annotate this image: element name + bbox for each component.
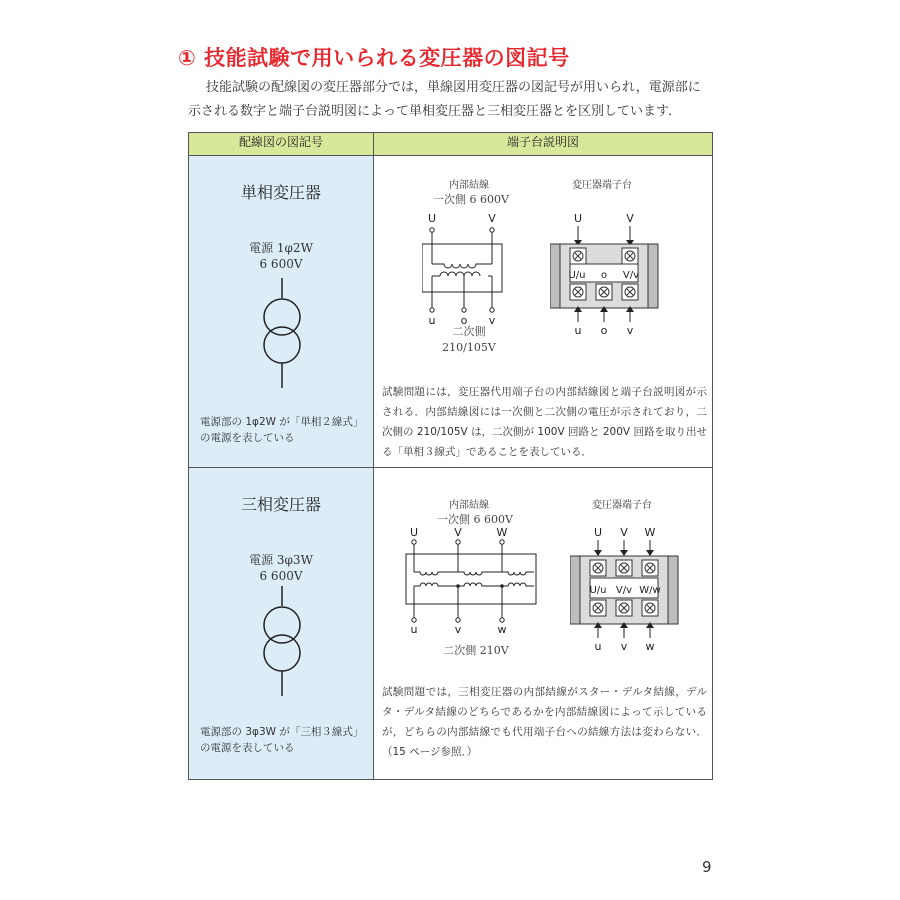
single-phase-source-line2: 6 600V [259, 257, 303, 271]
tp-term-v: v [454, 623, 462, 634]
single-phase-transformer-symbol [259, 278, 305, 398]
svg-text:U/u: U/u [589, 585, 607, 596]
single-phase-wiring-caption: 内部結線 [449, 180, 489, 191]
svg-text:V: V [626, 212, 634, 225]
single-phase-right-note: 試験問題には，変圧器代用端子台の内部結線図と端子台説明図が示される．内部結線図には一次側と二次側の電圧が示されており，二次側の 210/105V は，二次側が 100V 回路と 200V 回路を取り出せる「単相３線式」であることを表している． [382, 386, 707, 458]
three-phase-symbol-cell [189, 468, 374, 780]
single-phase-secondary-label [434, 324, 504, 356]
three-phase-transformer-symbol [259, 586, 305, 706]
three-phase-terminal-block [570, 524, 682, 654]
intro-line-1: 技能試験の配線図の変圧器部分では，単線図用変圧器の図記号が用いられ，電源部に [206, 80, 701, 95]
three-phase-source [189, 552, 373, 584]
svg-text:u: u [594, 640, 602, 653]
three-phase-terminal-caption: 変圧器端子台 [592, 500, 652, 511]
single-phase-symbol-cell [189, 156, 374, 468]
svg-text:W: W [644, 526, 656, 539]
page-number: 9 [702, 858, 712, 876]
svg-text:V/v: V/v [622, 270, 640, 281]
svg-text:W/w: W/w [639, 585, 661, 596]
single-phase-terminal-caption: 変圧器端子台 [572, 180, 632, 191]
svg-text:w: w [645, 640, 655, 653]
svg-text:v: v [626, 324, 634, 337]
sp-term-u: u [428, 314, 436, 327]
svg-text:V: V [620, 526, 628, 539]
svg-text:U: U [593, 526, 603, 539]
tp-term-W: W [496, 526, 508, 539]
single-phase-terminal-block [550, 208, 662, 338]
sp-term-v: v [488, 314, 496, 327]
single-phase-source [189, 240, 373, 272]
tp-term-U: U [409, 526, 419, 539]
three-phase-source-line2: 6 600V [259, 569, 303, 583]
single-phase-source-line1: 電源 1φ2W [249, 241, 313, 255]
svg-text:u: u [574, 324, 582, 337]
svg-text:o: o [600, 324, 608, 337]
svg-text:U: U [573, 212, 583, 225]
col-header-symbol: 配線図の図記号 [189, 133, 374, 156]
three-phase-name: 三相変圧器 [240, 495, 321, 514]
three-phase-terminal-cell [374, 468, 713, 780]
three-phase-secondary-label: 二次側 210V [443, 644, 509, 657]
single-phase-left-note: 電源部の 1φ2W が「単相２線式」の電源を表している [200, 416, 364, 444]
sp-secondary-line1: 二次側 [452, 325, 486, 338]
transformer-symbol-table [188, 132, 713, 780]
col-header-terminal-diagram: 端子台説明図 [374, 133, 713, 156]
intro-paragraph [188, 76, 718, 124]
single-phase-wiring-diagram [422, 206, 522, 336]
sp-term-o: o [460, 314, 468, 327]
single-phase-terminal-cell [374, 156, 713, 468]
tp-term-V: V [454, 526, 462, 539]
three-phase-wiring-caption: 内部結線 [449, 500, 489, 511]
tp-term-w: w [497, 623, 507, 634]
sp-term-U: U [427, 212, 437, 225]
svg-text:v: v [620, 640, 628, 653]
sp-term-V: V [488, 212, 496, 225]
three-phase-left-note: 電源部の 3φ3W が「三相３線式」の電源を表している [200, 726, 364, 754]
single-phase-name: 単相変圧器 [240, 183, 321, 202]
three-phase-primary-label: 一次側 6 600V [437, 513, 513, 526]
sp-secondary-line2: 210/105V [442, 341, 496, 354]
svg-text:V/v: V/v [615, 585, 633, 596]
svg-text:o: o [600, 270, 608, 281]
three-phase-source-line1: 電源 3φ3W [249, 553, 313, 567]
three-phase-right-note: 試験問題では，三相変圧器の内部結線がスター・デルタ結線，デルタ・デルタ結線のどちらであるかを内部結線図によって示しているが，どちらの内部結線でも代用端子台への結線方法は変わらない．（15 ページ参照．） [382, 686, 707, 758]
section-title: ① 技能試験で用いられる変圧器の図記号 [178, 46, 570, 70]
single-phase-primary-label: 一次側 6 600V [433, 193, 509, 206]
svg-text:U/u: U/u [568, 270, 586, 281]
tp-term-u: u [410, 623, 418, 634]
three-phase-wiring-diagram [402, 524, 552, 634]
intro-line-2: 示される数字と端子台説明図によって単相変圧器と三相変圧器とを区別しています． [188, 104, 681, 119]
